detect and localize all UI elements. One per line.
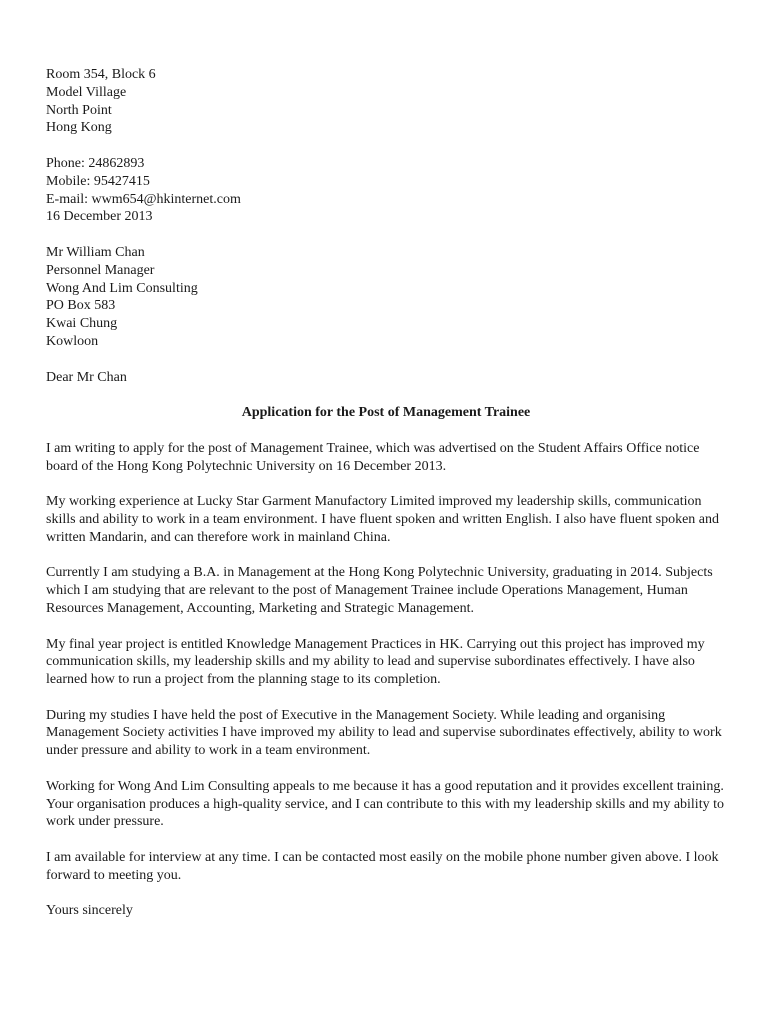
- email-line: E-mail: wwm654@hkinternet.com: [46, 191, 241, 207]
- body-paragraph: My final year project is entitled Knowledge Management Practices in HK. Carrying out this project has improved my communication skills, my leadership skills and my ability to lead and supervise subordinates effectively. I have also learned how to run a project from the planning stage to its completion.: [46, 636, 705, 688]
- salutation: Dear Mr Chan: [46, 369, 127, 385]
- letter-subject: Application for the Post of Management Trainee: [241, 405, 531, 421]
- contact-details: [46, 155, 726, 226]
- recipient-address-line: PO Box 583: [46, 298, 116, 314]
- date-line: 16 December 2013: [46, 209, 153, 225]
- sender-address: [46, 66, 726, 137]
- sender-address-line: Hong Kong: [46, 120, 112, 136]
- phone-line: Phone: 24862893: [46, 155, 145, 171]
- closing: Yours sincerely: [46, 903, 133, 919]
- recipient-address-line: Kowloon: [46, 333, 99, 349]
- body-paragraph: Currently I am studying a B.A. in Management at the Hong Kong Polytechnic University, graduating in 2014. Subjects which I am studying that are relevant to the post of Management Trainee include Operations Management, Human Resources Management, Accounting, Marketing and Strategic Management.: [46, 565, 713, 616]
- recipient-company: Wong And Lim Consulting: [46, 280, 198, 296]
- body-paragraph: I am available for interview at any time. I can be contacted most easily on the mobile phone number given above. I look forward to meeting you.: [46, 850, 719, 883]
- recipient-name: Mr William Chan: [46, 244, 145, 260]
- mobile-line: Mobile: 95427415: [46, 173, 150, 189]
- recipient-address: [46, 244, 726, 351]
- sender-address-line: Room 354, Block 6: [46, 67, 156, 82]
- recipient-address-line: Kwai Chung: [46, 316, 118, 332]
- recipient-title: Personnel Manager: [46, 262, 155, 278]
- body-paragraph: Working for Wong And Lim Consulting appeals to me because it has a good reputation and it provides excellent training. Your organisation produces a high-quality service, and I can contribute to this with my leadership skills and my ability to work under pressure.: [46, 778, 724, 830]
- sender-address-line: Model Village: [46, 84, 127, 100]
- body-paragraph: I am writing to apply for the post of Management Trainee, which was advertised on the Student Affairs Office notice board of the Hong Kong Polytechnic University on 16 December 2013.: [46, 440, 700, 474]
- body-paragraph: My working experience at Lucky Star Garment Manufactory Limited improved my leadership skills, communication skills and ability to work in a team environment. I have fluent spoken and written English. I also have fluent spoken and written Mandarin, and can therefore work in mainland China.: [46, 494, 720, 545]
- sender-address-line: North Point: [46, 102, 112, 118]
- cover-letter: [46, 66, 726, 920]
- body-paragraph: During my studies I have held the post of Executive in the Management Society. While leading and organising Management Society activities I have improved my ability to lead and supervise subordinates effectively, ability to work under pressure and ability to work in a team environment.: [46, 707, 722, 759]
